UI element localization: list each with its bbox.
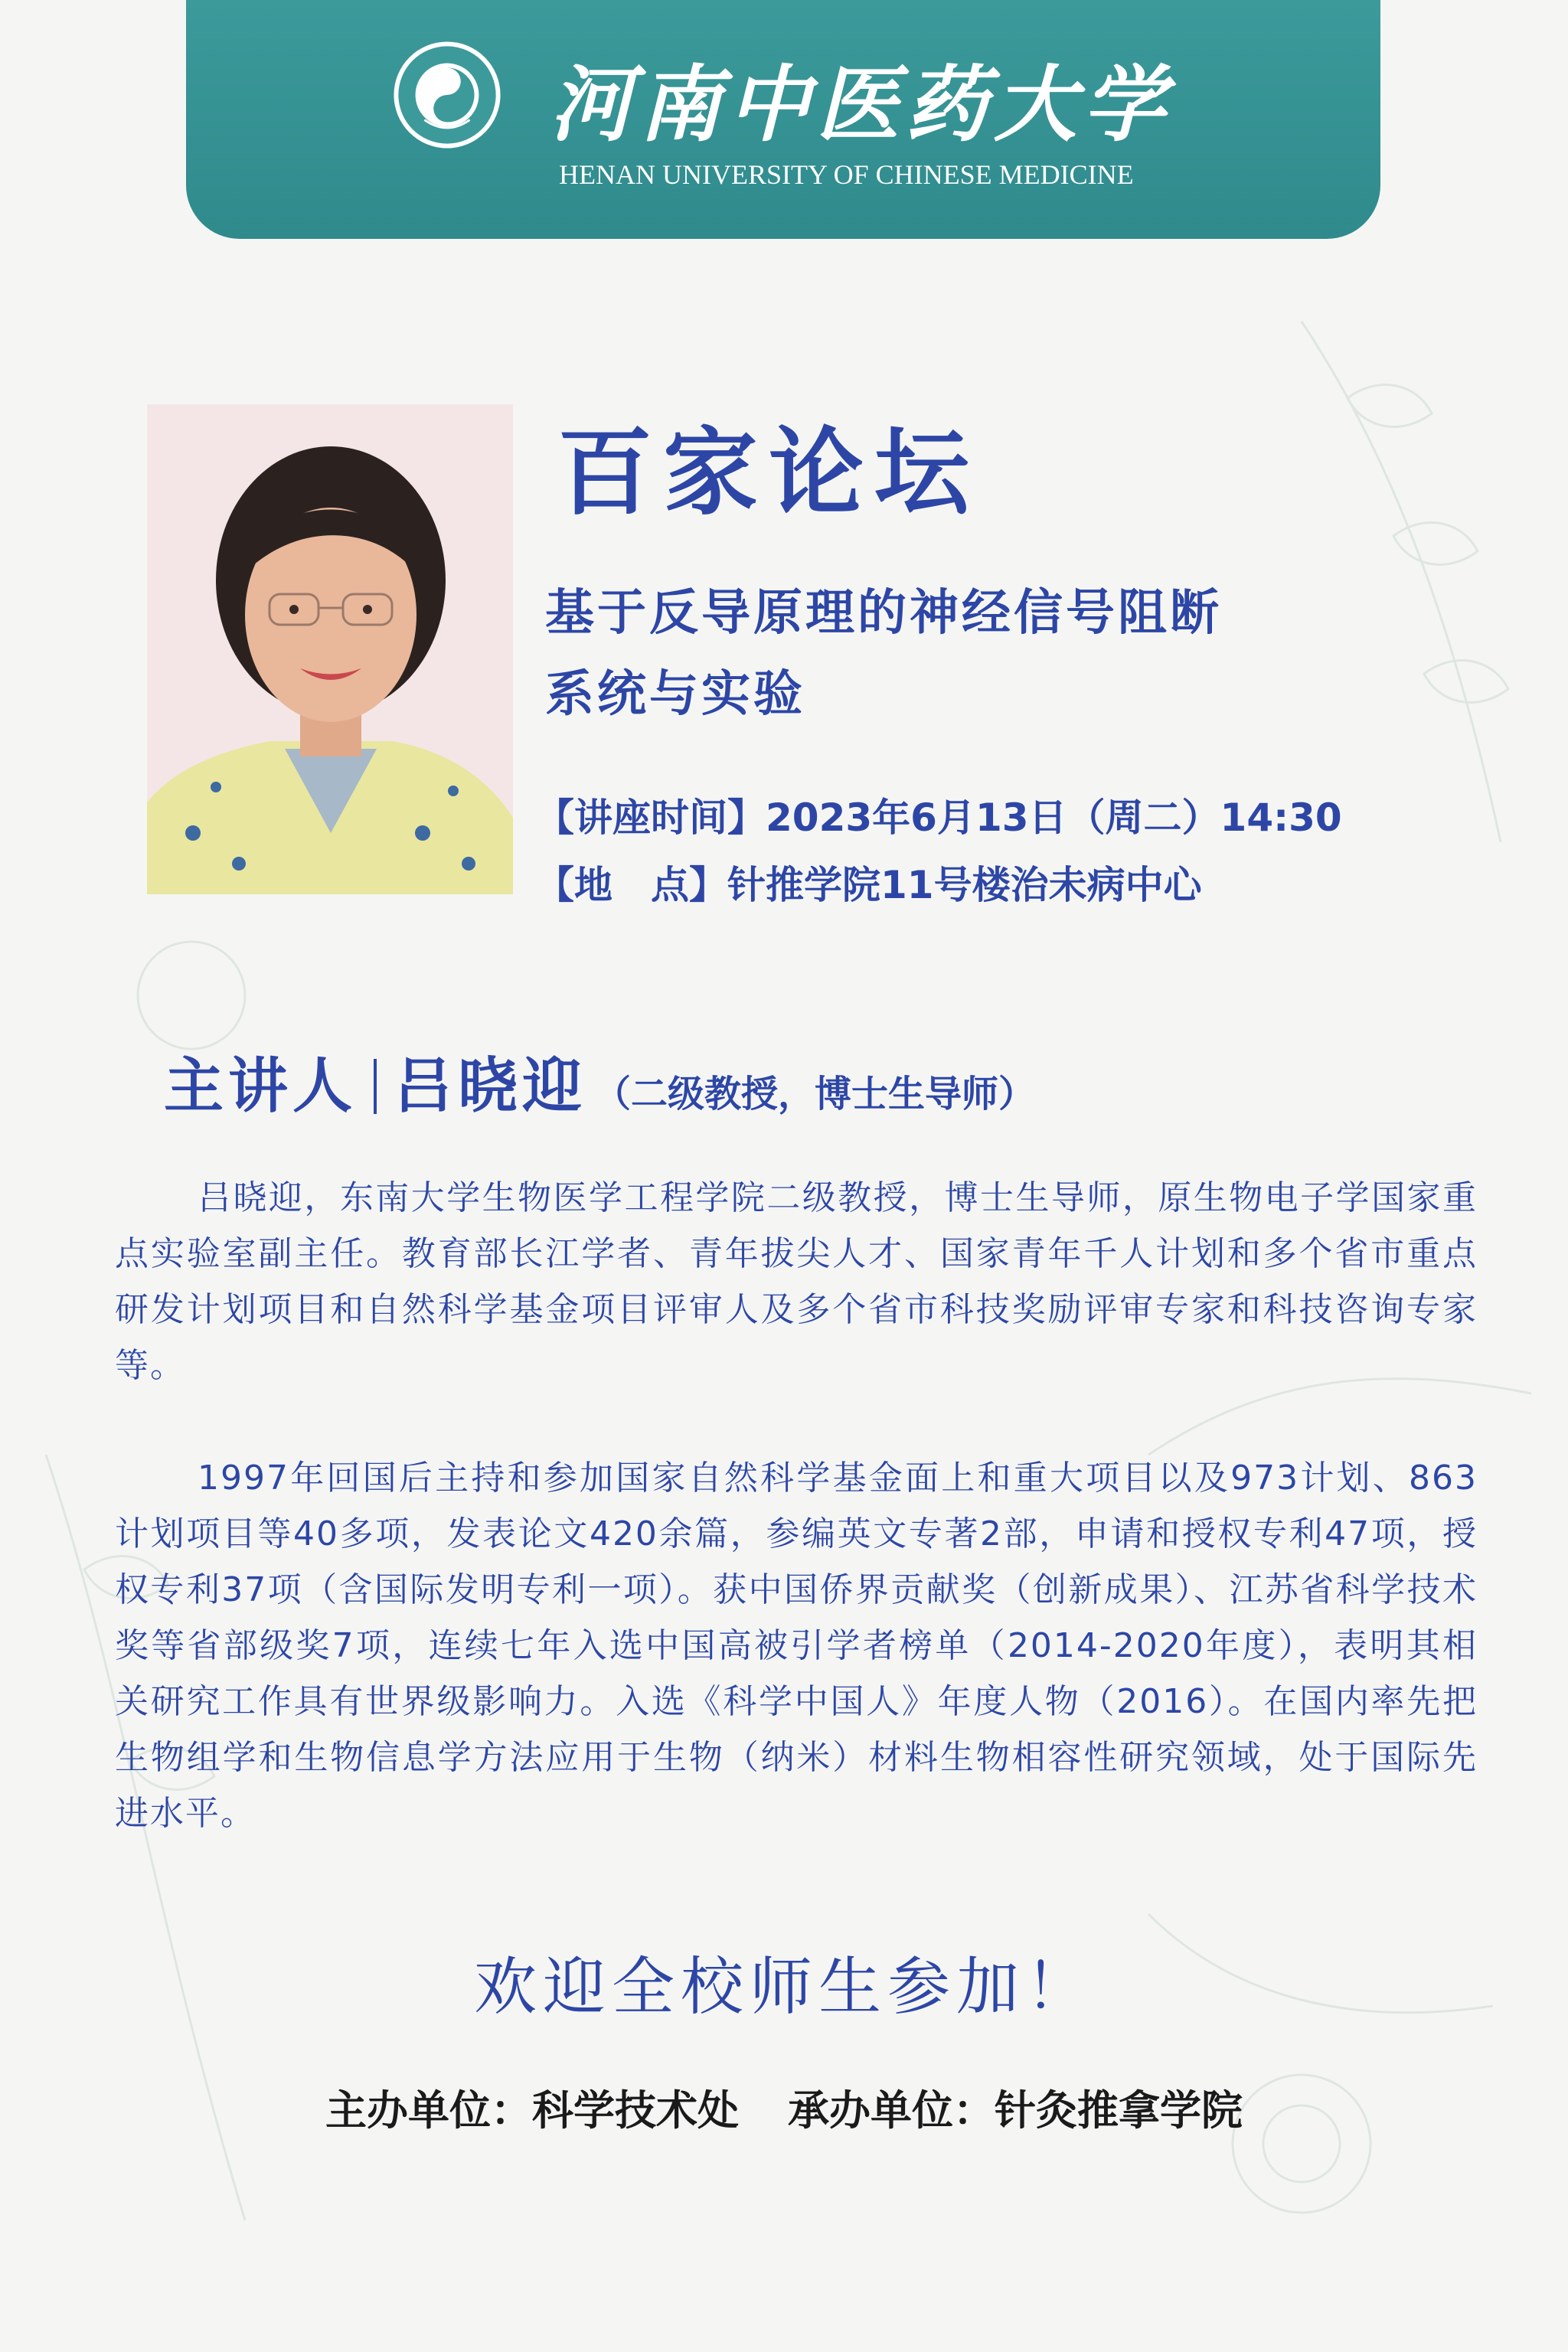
lecture-location: 【地 点】针推学院11号楼治未病中心 xyxy=(536,863,1202,907)
speaker-label: 主讲人 xyxy=(164,1052,358,1121)
forum-title: 百家论坛 xyxy=(557,418,981,528)
organizer-unit: 承办单位：针灸推拿学院 xyxy=(788,2086,1243,2135)
speaker-photo xyxy=(147,404,513,894)
bio-paragraph-2: 1997年回国后主持和参加国家自然科学基金面上和重大项目以及973计划、863计划项目等40多项，发表论文420余篇，参编英文专著2部，申请和授权专利47项，授权专利37项（含国际发明专利一项）。获中国侨界贡献奖（创新成果）、江苏省科学技术奖等省部级奖7项，连续七年入选中国高被引学者榜单（2014-2020年度），表明其相关研究工作具有世界级影响力。入选《科学中国人》年度人物（2016）。在国内率先把生物组学和生物信息学方法应用于生物（纳米）材料生物相容性研究领域，处于国际先进水平。 xyxy=(115,1459,1478,1833)
speaker-title: （二级教授，博士生导师） xyxy=(594,1073,1036,1116)
organizers xyxy=(0,2078,1568,2137)
university-emblem-icon xyxy=(390,38,504,152)
university-name-english: HENAN UNIVERSITY OF CHINESE MEDICINE xyxy=(559,159,1134,190)
talk-title xyxy=(545,573,1464,735)
bio-paragraph-1: 吕晓迎，东南大学生物医学工程学院二级教授，博士生导师，原生物电子学国家重点实验室副主任。教育部长江学者、青年拔尖人才、国家青年千人计划和多个省市重点研发计划项目和自然科学基金项目评审人及多个省市科技奖励评审专家和科技咨询专家等。 xyxy=(115,1178,1478,1385)
speaker-name: 吕晓迎 xyxy=(394,1052,587,1121)
speaker-heading xyxy=(164,1038,1035,1124)
speaker-bio xyxy=(115,1170,1478,1898)
talk-title-line-2: 系统与实验 xyxy=(545,666,805,723)
university-name-chinese: 河南中医药大学 xyxy=(550,57,1172,153)
talk-title-line-1: 基于反导原理的神经信号阻断 xyxy=(545,585,1222,642)
welcome-message: 欢迎全校师生参加！ xyxy=(473,1951,1094,2024)
lecture-info xyxy=(536,784,1342,919)
host-unit: 主办单位：科学技术处 xyxy=(325,2086,739,2135)
lecture-time: 【讲座时间】2023年6月13日（周二）14:30 xyxy=(536,795,1342,840)
speaker-divider xyxy=(374,1059,377,1114)
